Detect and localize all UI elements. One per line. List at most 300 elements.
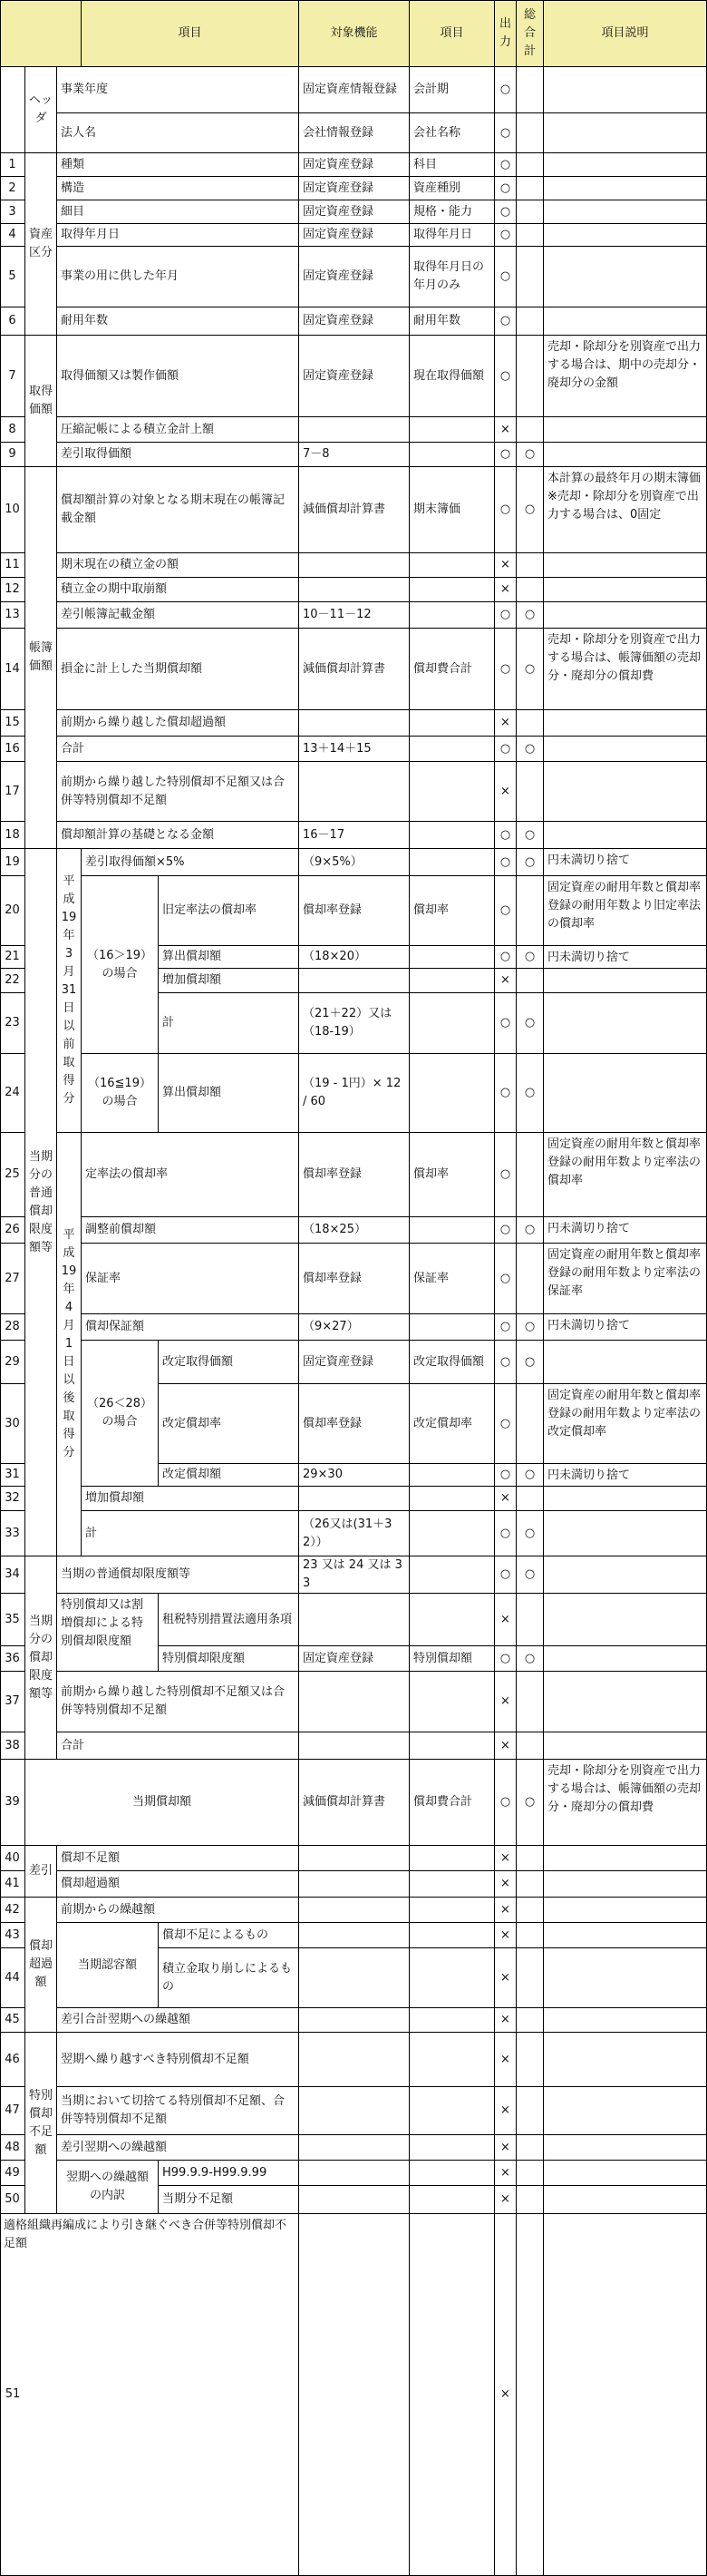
row-number: 32 bbox=[0, 1487, 25, 1511]
field-name: 科目 bbox=[410, 153, 495, 177]
target-function: 固定資産登録 bbox=[299, 1341, 410, 1384]
description bbox=[544, 1923, 707, 1948]
total-mark bbox=[517, 1846, 544, 1871]
description: 円未満切り捨て bbox=[544, 1314, 707, 1341]
output-mark: ○ bbox=[495, 1133, 517, 1217]
total-mark: ○ bbox=[517, 1054, 544, 1133]
target-function: 償却率登録 bbox=[299, 1244, 410, 1314]
target-function: （9×5%） bbox=[299, 849, 410, 876]
total-mark bbox=[517, 2161, 544, 2186]
item-label: 増加償却額 bbox=[159, 969, 299, 993]
target-function: 固定資産登録 bbox=[299, 307, 410, 336]
group-asset-class: 資産区分 bbox=[25, 153, 57, 336]
total-mark bbox=[517, 1487, 544, 1511]
field-name bbox=[410, 737, 495, 762]
item-label: 差引取得価額×5% bbox=[82, 849, 299, 876]
item-label: 合計 bbox=[57, 737, 299, 762]
description: 円未満切り捨て bbox=[544, 1217, 707, 1244]
item-label: 特別償却限度額 bbox=[159, 1646, 299, 1672]
output-mark: × bbox=[495, 1732, 517, 1760]
description bbox=[544, 1898, 707, 1923]
item-label: 取得年月日 bbox=[57, 224, 299, 247]
group-excess-dep: 償却超過額 bbox=[25, 1898, 57, 2033]
output-mark: ○ bbox=[495, 1646, 517, 1672]
field-name: 特別償却額 bbox=[410, 1646, 495, 1672]
description bbox=[544, 602, 707, 629]
row-number: 41 bbox=[0, 1871, 25, 1898]
output-mark: ○ bbox=[495, 1511, 517, 1556]
item-label: 前期から繰り越した特別償却不足額又は合併等特別償却不足額 bbox=[57, 1672, 299, 1732]
row-number: 6 bbox=[0, 307, 25, 336]
group-before-h19: 平成19年3月31日以前取得分 bbox=[57, 849, 82, 1133]
output-mark: ○ bbox=[495, 737, 517, 762]
row-number: 2 bbox=[0, 177, 25, 200]
item-label: 計 bbox=[159, 993, 299, 1054]
target-function: （26又は(31＋32）） bbox=[299, 1511, 410, 1556]
target-function bbox=[299, 2186, 410, 2214]
target-function bbox=[299, 578, 410, 602]
field-name bbox=[410, 849, 495, 876]
row-number: 43 bbox=[0, 1923, 25, 1948]
row-number: 37 bbox=[0, 1672, 25, 1732]
output-mark: × bbox=[495, 417, 517, 443]
target-function: （9×27） bbox=[299, 1314, 410, 1341]
field-name bbox=[410, 1732, 495, 1760]
item-label: 算出償却額 bbox=[159, 946, 299, 969]
total-mark bbox=[517, 1871, 544, 1898]
description bbox=[544, 1646, 707, 1672]
item-label: 償却額計算の対象となる期末現在の帳簿記載金額 bbox=[57, 467, 299, 553]
row-number: 24 bbox=[0, 1054, 25, 1133]
row-number: 39 bbox=[0, 1760, 25, 1846]
target-function: （19 - 1円）× 12 / 60 bbox=[299, 1054, 410, 1133]
header-description: 項目説明 bbox=[544, 0, 707, 67]
field-name bbox=[410, 2214, 495, 2576]
description bbox=[544, 1672, 707, 1732]
output-mark: ○ bbox=[495, 1760, 517, 1846]
item-label: 租税特別措置法適用条項 bbox=[159, 1594, 299, 1646]
field-name bbox=[410, 1054, 495, 1133]
row-number: 12 bbox=[0, 578, 25, 602]
description bbox=[544, 1487, 707, 1511]
item-label: 前期からの繰越額 bbox=[57, 1898, 299, 1923]
field-name bbox=[410, 2161, 495, 2186]
field-name bbox=[410, 1898, 495, 1923]
total-mark bbox=[517, 1948, 544, 2008]
output-mark: × bbox=[495, 1672, 517, 1732]
target-function: 13＋14＋15 bbox=[299, 737, 410, 762]
item-label: 圧縮記帳による積立金計上額 bbox=[57, 417, 299, 443]
target-function: 固定資産登録 bbox=[299, 336, 410, 417]
total-mark bbox=[517, 1594, 544, 1646]
description: 売却・除却分を別資産で出力する場合は、帳簿価額の売却分・廃却分の償却費 bbox=[544, 1760, 707, 1846]
total-mark bbox=[517, 2214, 544, 2576]
total-mark: ○ bbox=[517, 946, 544, 969]
row-number: 46 bbox=[0, 2033, 25, 2087]
output-mark: × bbox=[495, 1871, 517, 1898]
output-mark: ○ bbox=[495, 946, 517, 969]
field-name: 期末簿価 bbox=[410, 467, 495, 553]
target-function bbox=[299, 1732, 410, 1760]
row-number: 21 bbox=[0, 946, 25, 969]
total-mark bbox=[517, 2186, 544, 2214]
output-mark: × bbox=[495, 578, 517, 602]
target-function: 減価償却計算書 bbox=[299, 467, 410, 553]
item-label: 差引翌期への繰越額 bbox=[57, 2135, 299, 2161]
target-function: 償却率登録 bbox=[299, 876, 410, 946]
target-function: （18×25） bbox=[299, 1217, 410, 1244]
output-mark: ○ bbox=[495, 876, 517, 946]
field-name bbox=[410, 443, 495, 467]
group-case-16le19: （16≦19）の場合 bbox=[82, 1054, 159, 1133]
field-name: 取得年月日の年月のみ bbox=[410, 247, 495, 307]
field-name: 償却費合計 bbox=[410, 1760, 495, 1846]
item-label: 当期分不足額 bbox=[159, 2186, 299, 2214]
item-label: 改定償却額 bbox=[159, 1464, 299, 1487]
item-label: 翌期へ繰り越すべき特別償却不足額 bbox=[57, 2033, 299, 2087]
target-function: 23 又は 24 又は 33 bbox=[299, 1556, 410, 1594]
field-name bbox=[410, 1672, 495, 1732]
target-function bbox=[299, 2008, 410, 2033]
output-mark: ○ bbox=[495, 1244, 517, 1314]
item-label: 当期償却額 bbox=[25, 1760, 299, 1846]
total-mark: ○ bbox=[517, 629, 544, 710]
group-acq-value: 取得価額 bbox=[25, 336, 57, 467]
total-mark bbox=[517, 224, 544, 247]
field-name bbox=[410, 2033, 495, 2087]
output-mark: ○ bbox=[495, 247, 517, 307]
field-name bbox=[410, 2087, 495, 2135]
output-mark: ○ bbox=[495, 1464, 517, 1487]
target-function bbox=[299, 1487, 410, 1511]
group-current-approval: 当期認容額 bbox=[57, 1923, 159, 2008]
header-output: 出力 bbox=[495, 0, 517, 67]
target-function: 10－11－12 bbox=[299, 602, 410, 629]
item-label: 旧定率法の償却率 bbox=[159, 876, 299, 946]
row-number: 44 bbox=[0, 1948, 25, 2008]
description bbox=[544, 1732, 707, 1760]
target-function: 減価償却計算書 bbox=[299, 1760, 410, 1846]
field-name bbox=[410, 602, 495, 629]
row-number: 3 bbox=[0, 200, 25, 224]
row-number: 9 bbox=[0, 443, 25, 467]
target-function bbox=[299, 1594, 410, 1646]
total-mark bbox=[517, 67, 544, 113]
output-mark: ○ bbox=[495, 177, 517, 200]
item-label: 耐用年数 bbox=[57, 307, 299, 336]
total-mark bbox=[517, 2135, 544, 2161]
field-name bbox=[410, 2135, 495, 2161]
row-number: 25 bbox=[0, 1133, 25, 1217]
header-blank bbox=[0, 0, 82, 67]
group-special-limit: 当期分の償却限度額等 bbox=[25, 1556, 57, 1760]
total-mark bbox=[517, 417, 544, 443]
description: 固定資産の耐用年数と償却率登録の耐用年数より定率法の改定償却率 bbox=[544, 1384, 707, 1464]
description bbox=[544, 200, 707, 224]
field-name: 現在取得価額 bbox=[410, 336, 495, 417]
output-mark: × bbox=[495, 1948, 517, 2008]
output-mark: ○ bbox=[495, 1054, 517, 1133]
header-target-function: 対象機能 bbox=[299, 0, 410, 67]
total-mark: ○ bbox=[517, 993, 544, 1054]
output-mark: × bbox=[495, 2186, 517, 2214]
description bbox=[544, 2214, 707, 2576]
output-mark: ○ bbox=[495, 467, 517, 553]
field-name: 改定償却率 bbox=[410, 1384, 495, 1464]
description bbox=[544, 1948, 707, 2008]
group-header: ヘッダ bbox=[25, 67, 57, 153]
output-mark: × bbox=[495, 1923, 517, 1948]
total-mark bbox=[517, 553, 544, 578]
item-label: 種類 bbox=[57, 153, 299, 177]
group-book-value: 帳簿価額 bbox=[25, 467, 57, 849]
item-label: 合計 bbox=[57, 1732, 299, 1760]
row-number: 10 bbox=[0, 467, 25, 553]
description bbox=[544, 113, 707, 153]
description bbox=[544, 822, 707, 849]
output-mark: ○ bbox=[495, 336, 517, 417]
total-mark bbox=[517, 1898, 544, 1923]
row-number: 48 bbox=[0, 2135, 25, 2161]
row-number: 4 bbox=[0, 224, 25, 247]
total-mark bbox=[517, 247, 544, 307]
description bbox=[544, 1341, 707, 1384]
row-number: 23 bbox=[0, 993, 25, 1054]
field-name bbox=[410, 578, 495, 602]
item-label: 構造 bbox=[57, 177, 299, 200]
target-function: 固定資産登録 bbox=[299, 153, 410, 177]
target-function: （21＋22）又は（18-19） bbox=[299, 993, 410, 1054]
target-function: 固定資産登録 bbox=[299, 224, 410, 247]
output-mark: × bbox=[495, 1594, 517, 1646]
row-number: 15 bbox=[0, 710, 25, 737]
row-number: 45 bbox=[0, 2008, 25, 2033]
row-number: 28 bbox=[0, 1314, 25, 1341]
row-number: 51 bbox=[0, 2214, 25, 2576]
field-name bbox=[410, 417, 495, 443]
total-mark bbox=[517, 1732, 544, 1760]
row-number: 1 bbox=[0, 153, 25, 177]
row-number: 26 bbox=[0, 1217, 25, 1244]
total-mark bbox=[517, 200, 544, 224]
description: 本計算の最終年月の期末簿価※売却・除却分を別資産で出力する場合は、0固定 bbox=[544, 467, 707, 553]
total-mark bbox=[517, 177, 544, 200]
item-label: 細目 bbox=[57, 200, 299, 224]
row-number: 8 bbox=[0, 417, 25, 443]
description bbox=[544, 1556, 707, 1594]
field-name bbox=[410, 1871, 495, 1898]
row-number: 22 bbox=[0, 969, 25, 993]
item-label: 改定償却率 bbox=[159, 1384, 299, 1464]
row-number: 31 bbox=[0, 1464, 25, 1487]
target-function bbox=[299, 1948, 410, 2008]
target-function: 償却率登録 bbox=[299, 1384, 410, 1464]
item-label: 増加償却額 bbox=[82, 1487, 299, 1511]
target-function bbox=[299, 1898, 410, 1923]
item-label: 算出償却額 bbox=[159, 1054, 299, 1133]
description bbox=[544, 553, 707, 578]
group-case-16-19: （16＞19）の場合 bbox=[82, 876, 159, 1054]
output-mark: ○ bbox=[495, 67, 517, 113]
output-mark: × bbox=[495, 710, 517, 737]
item-label: 差引合計翌期への繰越額 bbox=[57, 2008, 299, 2033]
description bbox=[544, 993, 707, 1054]
row-number: 17 bbox=[0, 762, 25, 822]
row-number-blank bbox=[0, 67, 25, 153]
field-name: 改定取得価額 bbox=[410, 1341, 495, 1384]
item-label: 当期において切捨てる特別償却不足額、合併等特別償却不足額 bbox=[57, 2087, 299, 2135]
item-label: 事業の用に供した年月 bbox=[57, 247, 299, 307]
target-function bbox=[299, 969, 410, 993]
field-name: 償却率 bbox=[410, 1133, 495, 1217]
row-number: 36 bbox=[0, 1646, 25, 1672]
item-label: H99.9.9-H99.9.99 bbox=[159, 2161, 299, 2186]
total-mark bbox=[517, 113, 544, 153]
row-number: 50 bbox=[0, 2186, 25, 2214]
target-function bbox=[299, 2135, 410, 2161]
item-label: 調整前償却額 bbox=[82, 1217, 299, 1244]
total-mark bbox=[517, 2087, 544, 2135]
group-after-h19: 平成19年4月1日以後取得分 bbox=[57, 1133, 82, 1556]
output-mark: × bbox=[495, 2087, 517, 2135]
field-name: 保証率 bbox=[410, 1244, 495, 1314]
target-function bbox=[299, 2033, 410, 2087]
row-number: 16 bbox=[0, 737, 25, 762]
field-name: 償却費合計 bbox=[410, 629, 495, 710]
target-function: 7－8 bbox=[299, 443, 410, 467]
target-function: 固定資産登録 bbox=[299, 177, 410, 200]
group-carryover-breakdown: 翌期への繰越額の内訳 bbox=[57, 2161, 159, 2214]
item-label: 差引取得価額 bbox=[57, 443, 299, 467]
target-function bbox=[299, 417, 410, 443]
item-label: 取得価額又は製作価額 bbox=[57, 336, 299, 417]
description bbox=[544, 2033, 707, 2087]
output-mark: × bbox=[495, 2033, 517, 2087]
target-function: 会社情報登録 bbox=[299, 113, 410, 153]
output-mark: × bbox=[495, 2214, 517, 2576]
target-function: 16－17 bbox=[299, 822, 410, 849]
output-mark: ○ bbox=[495, 849, 517, 876]
target-function bbox=[299, 710, 410, 737]
item-label: 事業年度 bbox=[57, 67, 299, 113]
row-number: 7 bbox=[0, 336, 25, 417]
item-label: 償却保証額 bbox=[82, 1314, 299, 1341]
total-mark bbox=[517, 153, 544, 177]
row-number: 14 bbox=[0, 629, 25, 710]
target-function bbox=[299, 1672, 410, 1732]
row-number: 38 bbox=[0, 1732, 25, 1760]
header-item: 項目 bbox=[82, 0, 299, 67]
output-mark: ○ bbox=[495, 822, 517, 849]
description bbox=[544, 153, 707, 177]
description: 固定資産の耐用年数と償却率登録の耐用年数より旧定率法の償却率 bbox=[544, 876, 707, 946]
row-number: 27 bbox=[0, 1244, 25, 1314]
field-name bbox=[410, 969, 495, 993]
output-mark: × bbox=[495, 2161, 517, 2186]
item-label: 前期から繰り越した償却超過額 bbox=[57, 710, 299, 737]
field-name bbox=[410, 1948, 495, 2008]
row-number: 40 bbox=[0, 1846, 25, 1871]
output-mark: ○ bbox=[495, 200, 517, 224]
output-mark: × bbox=[495, 1487, 517, 1511]
output-mark: × bbox=[495, 1898, 517, 1923]
output-mark: × bbox=[495, 1846, 517, 1871]
row-number: 42 bbox=[0, 1898, 25, 1923]
description bbox=[544, 1511, 707, 1556]
field-name: 規格・能力 bbox=[410, 200, 495, 224]
output-mark: × bbox=[495, 553, 517, 578]
item-label: 差引帳簿記載金額 bbox=[57, 602, 299, 629]
field-name bbox=[410, 993, 495, 1054]
description bbox=[544, 307, 707, 336]
target-function: 固定資産登録 bbox=[299, 200, 410, 224]
field-name bbox=[410, 1923, 495, 1948]
target-function: 償却率登録 bbox=[299, 1133, 410, 1217]
description bbox=[544, 224, 707, 247]
item-label: 損金に計上した当期償却額 bbox=[57, 629, 299, 710]
description: 固定資産の耐用年数と償却率登録の耐用年数より定率法の償却率 bbox=[544, 1133, 707, 1217]
total-mark bbox=[517, 307, 544, 336]
field-name bbox=[410, 2186, 495, 2214]
item-label: 積立金取り崩しによるもの bbox=[159, 1948, 299, 2008]
description bbox=[544, 417, 707, 443]
field-name bbox=[410, 1217, 495, 1244]
total-mark: ○ bbox=[517, 1646, 544, 1672]
field-name bbox=[410, 2008, 495, 2033]
field-name bbox=[410, 1556, 495, 1594]
field-name: 取得年月日 bbox=[410, 224, 495, 247]
row-number: 34 bbox=[0, 1556, 25, 1594]
target-function: 固定資産登録 bbox=[299, 247, 410, 307]
total-mark bbox=[517, 2033, 544, 2087]
group-special-main: 特別償却又は割増償却による特別償却限度額 bbox=[57, 1594, 159, 1672]
description bbox=[544, 2008, 707, 2033]
total-mark bbox=[517, 876, 544, 946]
output-mark: ○ bbox=[495, 629, 517, 710]
total-mark: ○ bbox=[517, 1314, 544, 1341]
item-label: 計 bbox=[82, 1511, 299, 1556]
group-special-short: 特別償却不足額 bbox=[25, 2033, 57, 2214]
row-number: 47 bbox=[0, 2087, 25, 2135]
description bbox=[544, 67, 707, 113]
total-mark: ○ bbox=[517, 1464, 544, 1487]
field-name bbox=[410, 946, 495, 969]
row-number: 49 bbox=[0, 2161, 25, 2186]
description bbox=[544, 2087, 707, 2135]
field-name: 会計期 bbox=[410, 67, 495, 113]
row-number: 18 bbox=[0, 822, 25, 849]
description bbox=[544, 710, 707, 737]
field-name bbox=[410, 1846, 495, 1871]
total-mark: ○ bbox=[517, 602, 544, 629]
field-name bbox=[410, 1511, 495, 1556]
output-mark: × bbox=[495, 762, 517, 822]
field-name bbox=[410, 762, 495, 822]
row-number: 30 bbox=[0, 1384, 25, 1464]
total-mark: ○ bbox=[517, 443, 544, 467]
total-mark bbox=[517, 578, 544, 602]
header-field: 項目 bbox=[410, 0, 495, 67]
item-label: 積立金の期中取崩額 bbox=[57, 578, 299, 602]
row-number: 13 bbox=[0, 602, 25, 629]
output-mark: ○ bbox=[495, 602, 517, 629]
group-diff: 差引 bbox=[25, 1846, 57, 1898]
target-function bbox=[299, 2087, 410, 2135]
row-number: 29 bbox=[0, 1341, 25, 1384]
total-mark: ○ bbox=[517, 737, 544, 762]
target-function bbox=[299, 2161, 410, 2186]
description bbox=[544, 762, 707, 822]
